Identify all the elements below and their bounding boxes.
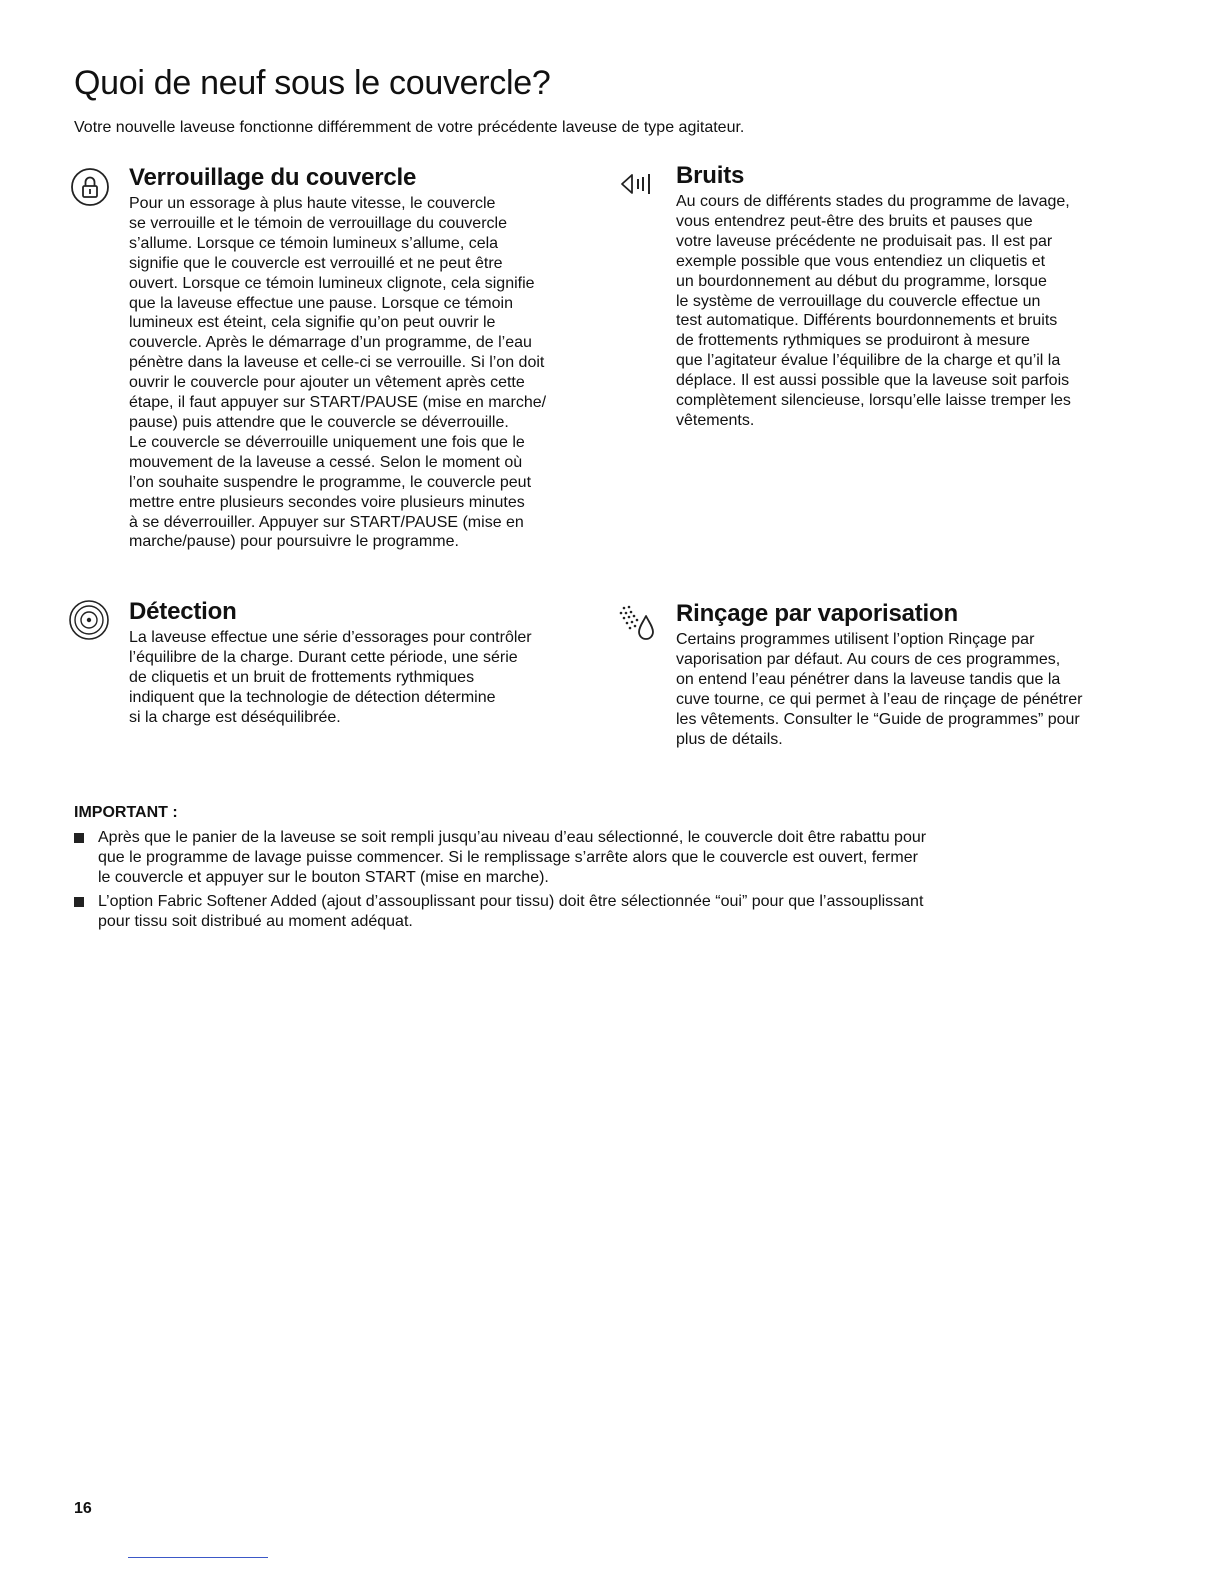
spray-drop-icon [616,602,660,646]
body-line: pause) puis attendre que le couvercle se déverrouille. [129,413,509,431]
body-line: un bourdonnement au début du programme, lorsque [676,272,1047,290]
body-line: La laveuse effectue une série d’essorages pour contrôler [129,629,532,646]
body-line: se verrouille et le témoin de verrouillage du couvercle [129,214,507,232]
intro-text: Votre nouvelle laveuse fonctionne différemment de votre précédente laveuse de type agitateur. [74,119,745,136]
bullet-line: L’option Fabric Softener Added (ajout d’assouplissant pour tissu) doit être sélectionnée “oui” pour que l’assouplissant [98,893,924,910]
body-line: étape, il faut appuyer sur START/PAUSE (mise en marche/ [129,394,547,412]
body-line: votre laveuse précédente ne produisait pas. Il est par [676,232,1053,250]
body-line: Certains programmes utilisent l’option Rinçage par [676,631,1035,648]
body-line: on entend l’eau pénétrer dans la laveuse tandis que la [676,670,1061,688]
body-line: les vêtements. Consulter le “Guide de programmes” pour [676,710,1080,728]
lid-lock-icon [69,166,113,210]
body-line: signifie que le couvercle est verrouillé et ne peut être [129,254,503,272]
section-body [129,194,609,552]
body-line: si la charge est déséquilibrée. [129,708,341,726]
body-line: mouvement de la laveuse a cessé. Selon le moment où [129,453,523,471]
bullet-line: pour tissu soit distribué au moment adéquat. [98,913,413,930]
important-notes [74,804,1074,936]
footer-rule [128,1557,268,1558]
body-line: lumineux est éteint, cela signifie qu’on peut ouvrir le [129,314,496,332]
section-spray-rinse [676,600,1146,749]
body-line: que la laveuse effectue une pause. Lorsque ce témoin [129,294,513,312]
bullet-square-icon [74,833,84,843]
body-line: plus de détails. [676,730,783,748]
section-title: Verrouillage du couvercle [129,164,417,191]
bullet-line: que le programme de lavage puisse commencer. Si le remplissage s’arrête alors que le couvercle est ouvert, fermer [98,849,918,866]
bullet-square-icon [74,897,84,907]
body-line: Pour un essorage à plus haute vitesse, le couvercle [129,195,496,212]
bullet-line: le couvercle et appuyer sur le bouton START (mise en marche). [98,869,549,886]
body-line: que l’agitateur évalue l’équilibre de la charge et qu’il la [676,352,1061,370]
page-title: Quoi de neuf sous le couvercle? [74,64,551,102]
body-line: s’allume. Lorsque ce témoin lumineux s’allume, cela [129,234,499,252]
body-line: le système de verrouillage du couvercle effectue un [676,292,1041,310]
body-line: exemple possible que vous entendiez un cliquetis et [676,252,1046,270]
detection-target-icon [67,598,111,642]
list-item [74,828,1074,888]
body-line: ouvrir le couvercle pour ajouter un vêtement après cette [129,374,525,392]
speaker-sound-icon [616,162,660,206]
section-body [676,630,1146,749]
body-line: complètement silencieuse, lorsqu’elle laisse tremper les [676,392,1071,410]
section-lid-lock [129,164,609,552]
body-line: marche/pause) pour poursuivre le programme. [129,533,459,551]
body-line: vaporisation par défaut. Au cours de ces programmes, [676,650,1061,668]
body-line: Au cours de différents stades du programme de lavage, [676,193,1070,210]
body-line: vêtements. [676,411,755,429]
body-line: cuve tourne, ce qui permet à l’eau de rinçage de pénétrer [676,690,1083,708]
section-body [129,628,609,728]
section-noises [676,162,1146,431]
body-line: indiquent que la technologie de détection détermine [129,688,496,706]
body-line: l’équilibre de la charge. Durant cette période, une série [129,648,518,666]
section-body [676,192,1146,431]
body-line: mettre entre plusieurs secondes voire plusieurs minutes [129,493,525,511]
page-number: 16 [74,1500,92,1517]
section-title: Rinçage par vaporisation [676,600,958,627]
section-title: Détection [129,598,237,625]
section-detection [129,598,609,728]
body-line: de cliquetis et un bruit de frottements rythmiques [129,668,475,686]
important-heading: IMPORTANT : [74,804,178,821]
body-line: l’on souhaite suspendre le programme, le couvercle peut [129,473,532,491]
body-line: de frottements rythmiques se produiront à mesure [676,332,1030,350]
body-line: couvercle. Après le démarrage d’un programme, de l’eau [129,334,532,352]
body-line: déplace. Il est aussi possible que la laveuse soit parfois [676,372,1070,390]
body-line: à se déverrouiller. Appuyer sur START/PAUSE (mise en [129,513,524,531]
bullet-line: Après que le panier de la laveuse se soit rempli jusqu’au niveau d’eau sélectionné, le couvercle doit être rabattu pour [98,829,927,846]
list-item [74,892,1074,932]
body-line: vous entendrez peut-être des bruits et pauses que [676,212,1033,230]
body-line: ouvert. Lorsque ce témoin lumineux clignote, cela signifie [129,274,535,292]
body-line: pénètre dans la laveuse et celle-ci se verrouille. Si l’on doit [129,354,545,372]
section-title: Bruits [676,162,745,189]
body-line: test automatique. Différents bourdonnements et bruits [676,312,1058,330]
body-line: Le couvercle se déverrouille uniquement une fois que le [129,433,525,451]
